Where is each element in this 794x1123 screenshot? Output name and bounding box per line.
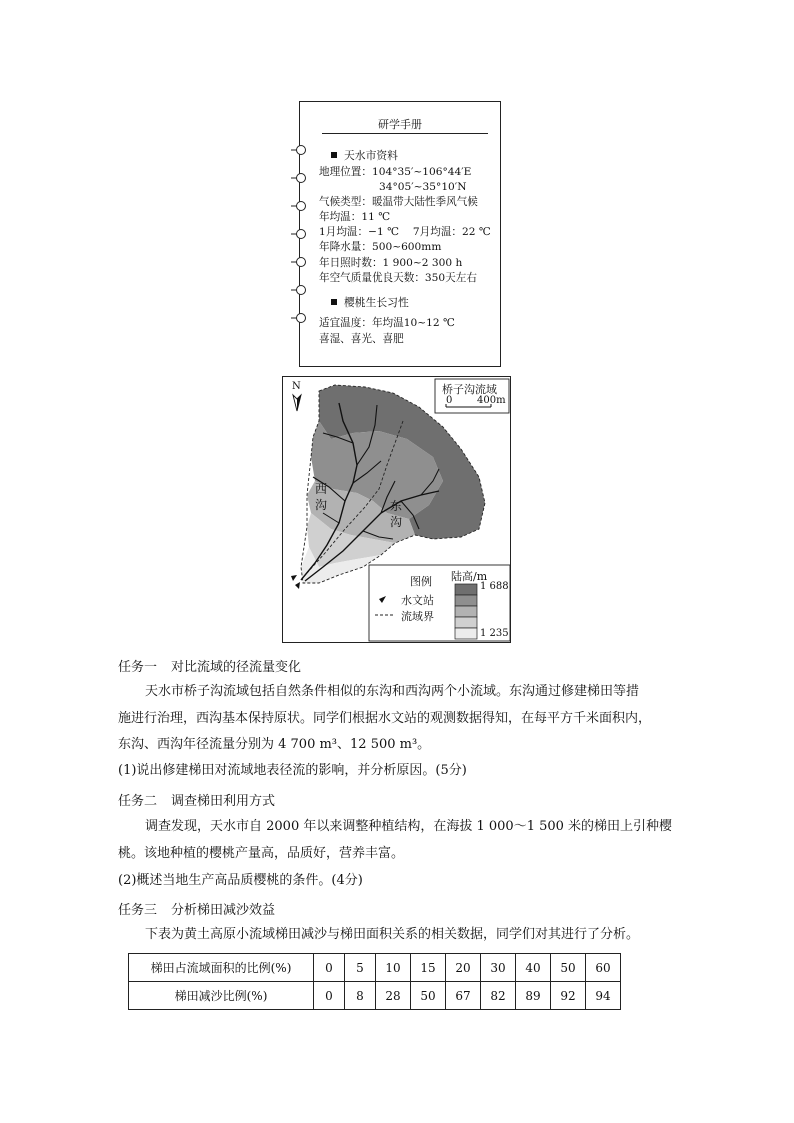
east-gully-label: 东沟 (389, 499, 402, 529)
table-cell: 40 (516, 954, 551, 982)
notebook-line: 适宜温度：年均温10~12 ℃ (319, 317, 455, 329)
legend-elev-swatch-3 (455, 606, 477, 617)
watershed-map (282, 376, 511, 643)
legend-elev-swatch-4 (455, 617, 477, 628)
task3-title: 分析梯田减沙效益 (171, 903, 276, 918)
table-cell: 30 (481, 954, 516, 982)
legend-elevation-title: 陆高/m (451, 570, 488, 583)
notebook-section-cherry: 樱桃生长习性 (331, 295, 409, 310)
legend-boundary-label: 流域界 (401, 610, 434, 623)
table-cell: 0 (314, 954, 345, 982)
task1-para-line: 施进行治理，西沟基本保持原状。同学们根据水文站的观测数据得知，在每平方千米面积内， (118, 711, 652, 726)
table-row (129, 954, 621, 982)
table-row (129, 982, 621, 1010)
table-cell: 10 (376, 954, 411, 982)
task1-title: 对比流域的径流量变化 (171, 660, 302, 675)
table-cell: 50 (411, 982, 446, 1010)
notebook-title-rule (322, 133, 488, 134)
notebook-line: 年空气质量优良天数：350天左右 (319, 272, 477, 284)
table-row-header: 梯田占流域面积的比例(%) (129, 954, 314, 982)
legend-elevation-max: 1 688 (480, 581, 509, 592)
square-bullet-icon (331, 152, 337, 158)
binder-ring-icon (291, 228, 309, 240)
table-cell: 60 (586, 954, 621, 982)
task2-label: 任务二 (118, 794, 158, 809)
notebook-line: 1月均温：−1 ℃ 7月均温：22 ℃ (319, 226, 491, 238)
task1-heading (118, 656, 301, 675)
notebook-line: 气候类型：暖温带大陆性季风气候 (319, 196, 478, 208)
map-title: 桥子沟流域 (442, 383, 497, 396)
task1-para-line: 天水市桥子沟流域包括自然条件相似的东沟和西沟两个小流域。东沟通过修建梯田等措 (145, 684, 640, 699)
binder-ring-icon (291, 200, 309, 212)
table-cell: 82 (481, 982, 516, 1010)
notebook-section-tianshui: 天水市资料 (331, 148, 398, 163)
binder-ring-icon (291, 312, 309, 324)
task3-para: 下表为黄土高原小流域梯田减沙与梯田面积关系的相关数据，同学们对其进行了分析。 (145, 927, 640, 942)
hydro-station-icon (291, 575, 297, 581)
binder-ring-icon (291, 172, 309, 184)
west-gully-label: 西沟 (314, 482, 327, 512)
square-bullet-icon (331, 299, 337, 305)
binder-ring-icon (291, 144, 309, 156)
research-notebook (299, 101, 501, 367)
table-cell: 8 (345, 982, 376, 1010)
task2-para-line: 桃。该地种植的樱桃产量高，品质好，营养丰富。 (118, 846, 405, 861)
legend-elev-swatch-2 (455, 595, 477, 606)
table-cell: 89 (516, 982, 551, 1010)
notebook-line: 34°05′~35°10′N (379, 181, 467, 193)
notebook-line: 年均温：11 ℃ (319, 211, 391, 223)
notebook-line: 年降水量：500~600mm (319, 241, 442, 253)
table-cell: 28 (376, 982, 411, 1010)
table-cell: 92 (551, 982, 586, 1010)
table-cell: 5 (345, 954, 376, 982)
notebook-title: 研学手册 (378, 118, 422, 131)
binder-ring-icon (291, 256, 309, 268)
table-cell: 20 (446, 954, 481, 982)
task3-heading (118, 899, 275, 918)
task2-heading (118, 790, 275, 809)
question-1: (1)说出修建梯田对流域地表径流的影响，并分析原因。(5分) (118, 763, 467, 778)
hydro-station-icon (295, 582, 300, 589)
table-row-header: 梯田减沙比例(%) (129, 982, 314, 1010)
north-label: N (292, 381, 301, 392)
legend-elev-swatch-1 (455, 584, 477, 595)
table-cell: 67 (446, 982, 481, 1010)
legend-station-label: 水文站 (401, 594, 434, 607)
legend-elevation-min: 1 235 (480, 628, 509, 639)
legend-elev-swatch-5 (455, 628, 477, 639)
task2-para-line: 调查发现，天水市自 2000 年以来调整种植结构，在海拔 1 000～1 500 米的梯田上引种樱 (145, 819, 673, 834)
task3-label: 任务三 (118, 903, 158, 918)
terrace-sediment-table (128, 953, 621, 1010)
table-cell: 94 (586, 982, 621, 1010)
task1-para-line: 东沟、西沟年径流量分别为 4 700 m³、12 500 m³。 (118, 737, 431, 752)
scale-zero-label: 0 (446, 395, 453, 406)
notebook-line: 喜湿、喜光、喜肥 (319, 333, 404, 345)
notebook-line: 地理位置：104°35′~106°44′E (319, 166, 472, 178)
table-cell: 0 (314, 982, 345, 1010)
table-cell: 50 (551, 954, 586, 982)
binder-ring-icon (291, 284, 309, 296)
table-cell: 15 (411, 954, 446, 982)
task2-title: 调查梯田利用方式 (171, 794, 276, 809)
scale-max-label: 400m (477, 395, 506, 406)
question-2: (2)概述当地生产高品质樱桃的条件。(4分) (118, 873, 363, 888)
task1-label: 任务一 (118, 660, 158, 675)
legend-title: 图例 (410, 575, 432, 588)
notebook-line: 年日照时数：1 900~2 300 h (319, 257, 463, 269)
